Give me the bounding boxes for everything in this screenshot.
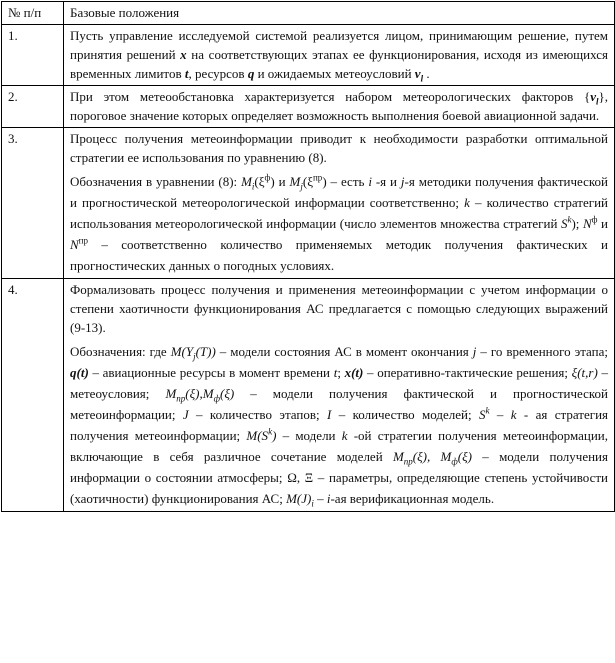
row-text	[64, 128, 615, 279]
row-text	[64, 86, 615, 128]
table-row	[2, 25, 615, 86]
row-text	[64, 279, 615, 512]
header-row	[2, 2, 615, 25]
row-number: 2.	[2, 86, 64, 128]
paragraph: Обозначения: где $M(Y_j(T))$ – модели состояния АС в момент окончания j – го временного этапа; q(t) – авиационные ресурсы в момент времени t; x(t) – оперативно-тактические решения; ξ(t,r) – метеоусловия; $M_{пр}(\xi),M_ф(\xi)$ – модели получения фактической и прогностической метеоинформации; J – количество этапов; I – количество моделей; $S^k$ – k - ая стратегия получения метеоинформации; $M(S^k)$ – модели k -ой стратегии получения метеоинформации, включающие в себя различное сочетание моделей $M_{пр}(\xi)$, $M_ф(\xi)$ – модели получения информации о состоянии атмосферы; Ω, Ξ – параметры, определяющие степень устойчивости (хаотичности) функционирования АС; $M(J)_i - i-ая$ верификационная модель.	[70, 344, 609, 509]
row-text	[64, 25, 615, 86]
row-number: 4.	[2, 279, 64, 512]
paragraph: Процесс получения метеоинформации приводит к необходимости разработки оптимальной стратегии ее использования по уравнению (8).	[70, 131, 608, 165]
paragraph: Формализовать процесс получения и применения метеоинформации с учетом информации о степени хаотичности функционирования АС предлагается с помощью следующих выражений (9-13).	[70, 282, 608, 335]
row-number: 1.	[2, 25, 64, 86]
header-num: № п/п	[2, 2, 64, 25]
table-row	[2, 86, 615, 128]
paragraph: Пусть управление исследуемой системой реализуется лицом, принимающим решение, путем принятия решений x на соответствующих этапах ее функционирования, исходя из имеющихся временных лимитов t, ресурсов q и ожидаемых метеоусловий $v_l$ .	[70, 28, 609, 84]
header-positions: Базовые положения	[64, 2, 615, 25]
paragraph: Обозначения в уравнении (8): $M_i(\xi^ф)$ и $M_j(\xi^{пр})$ – есть i -я и j-я методики получения фактической и прогностической метеорологической информации соответственно; k – количество стратегий использования метеорологической информации (число элементов множества стратегий $S^k$); $N^ф$ и $N^{пр}$ – соответственно количество применяемых методик получения фактических и прогностических данных о погодных условиях.	[70, 172, 608, 273]
row-number: 3.	[2, 128, 64, 279]
table-row	[2, 128, 615, 279]
paragraph: При этом метеообстановка характеризуется набором метеорологических факторов $\{v_l\}$, пороговое значение которых определяет возможность выполнения боевой авиационной задачи.	[70, 89, 608, 123]
positions-table	[1, 1, 615, 512]
table-row	[2, 279, 615, 512]
